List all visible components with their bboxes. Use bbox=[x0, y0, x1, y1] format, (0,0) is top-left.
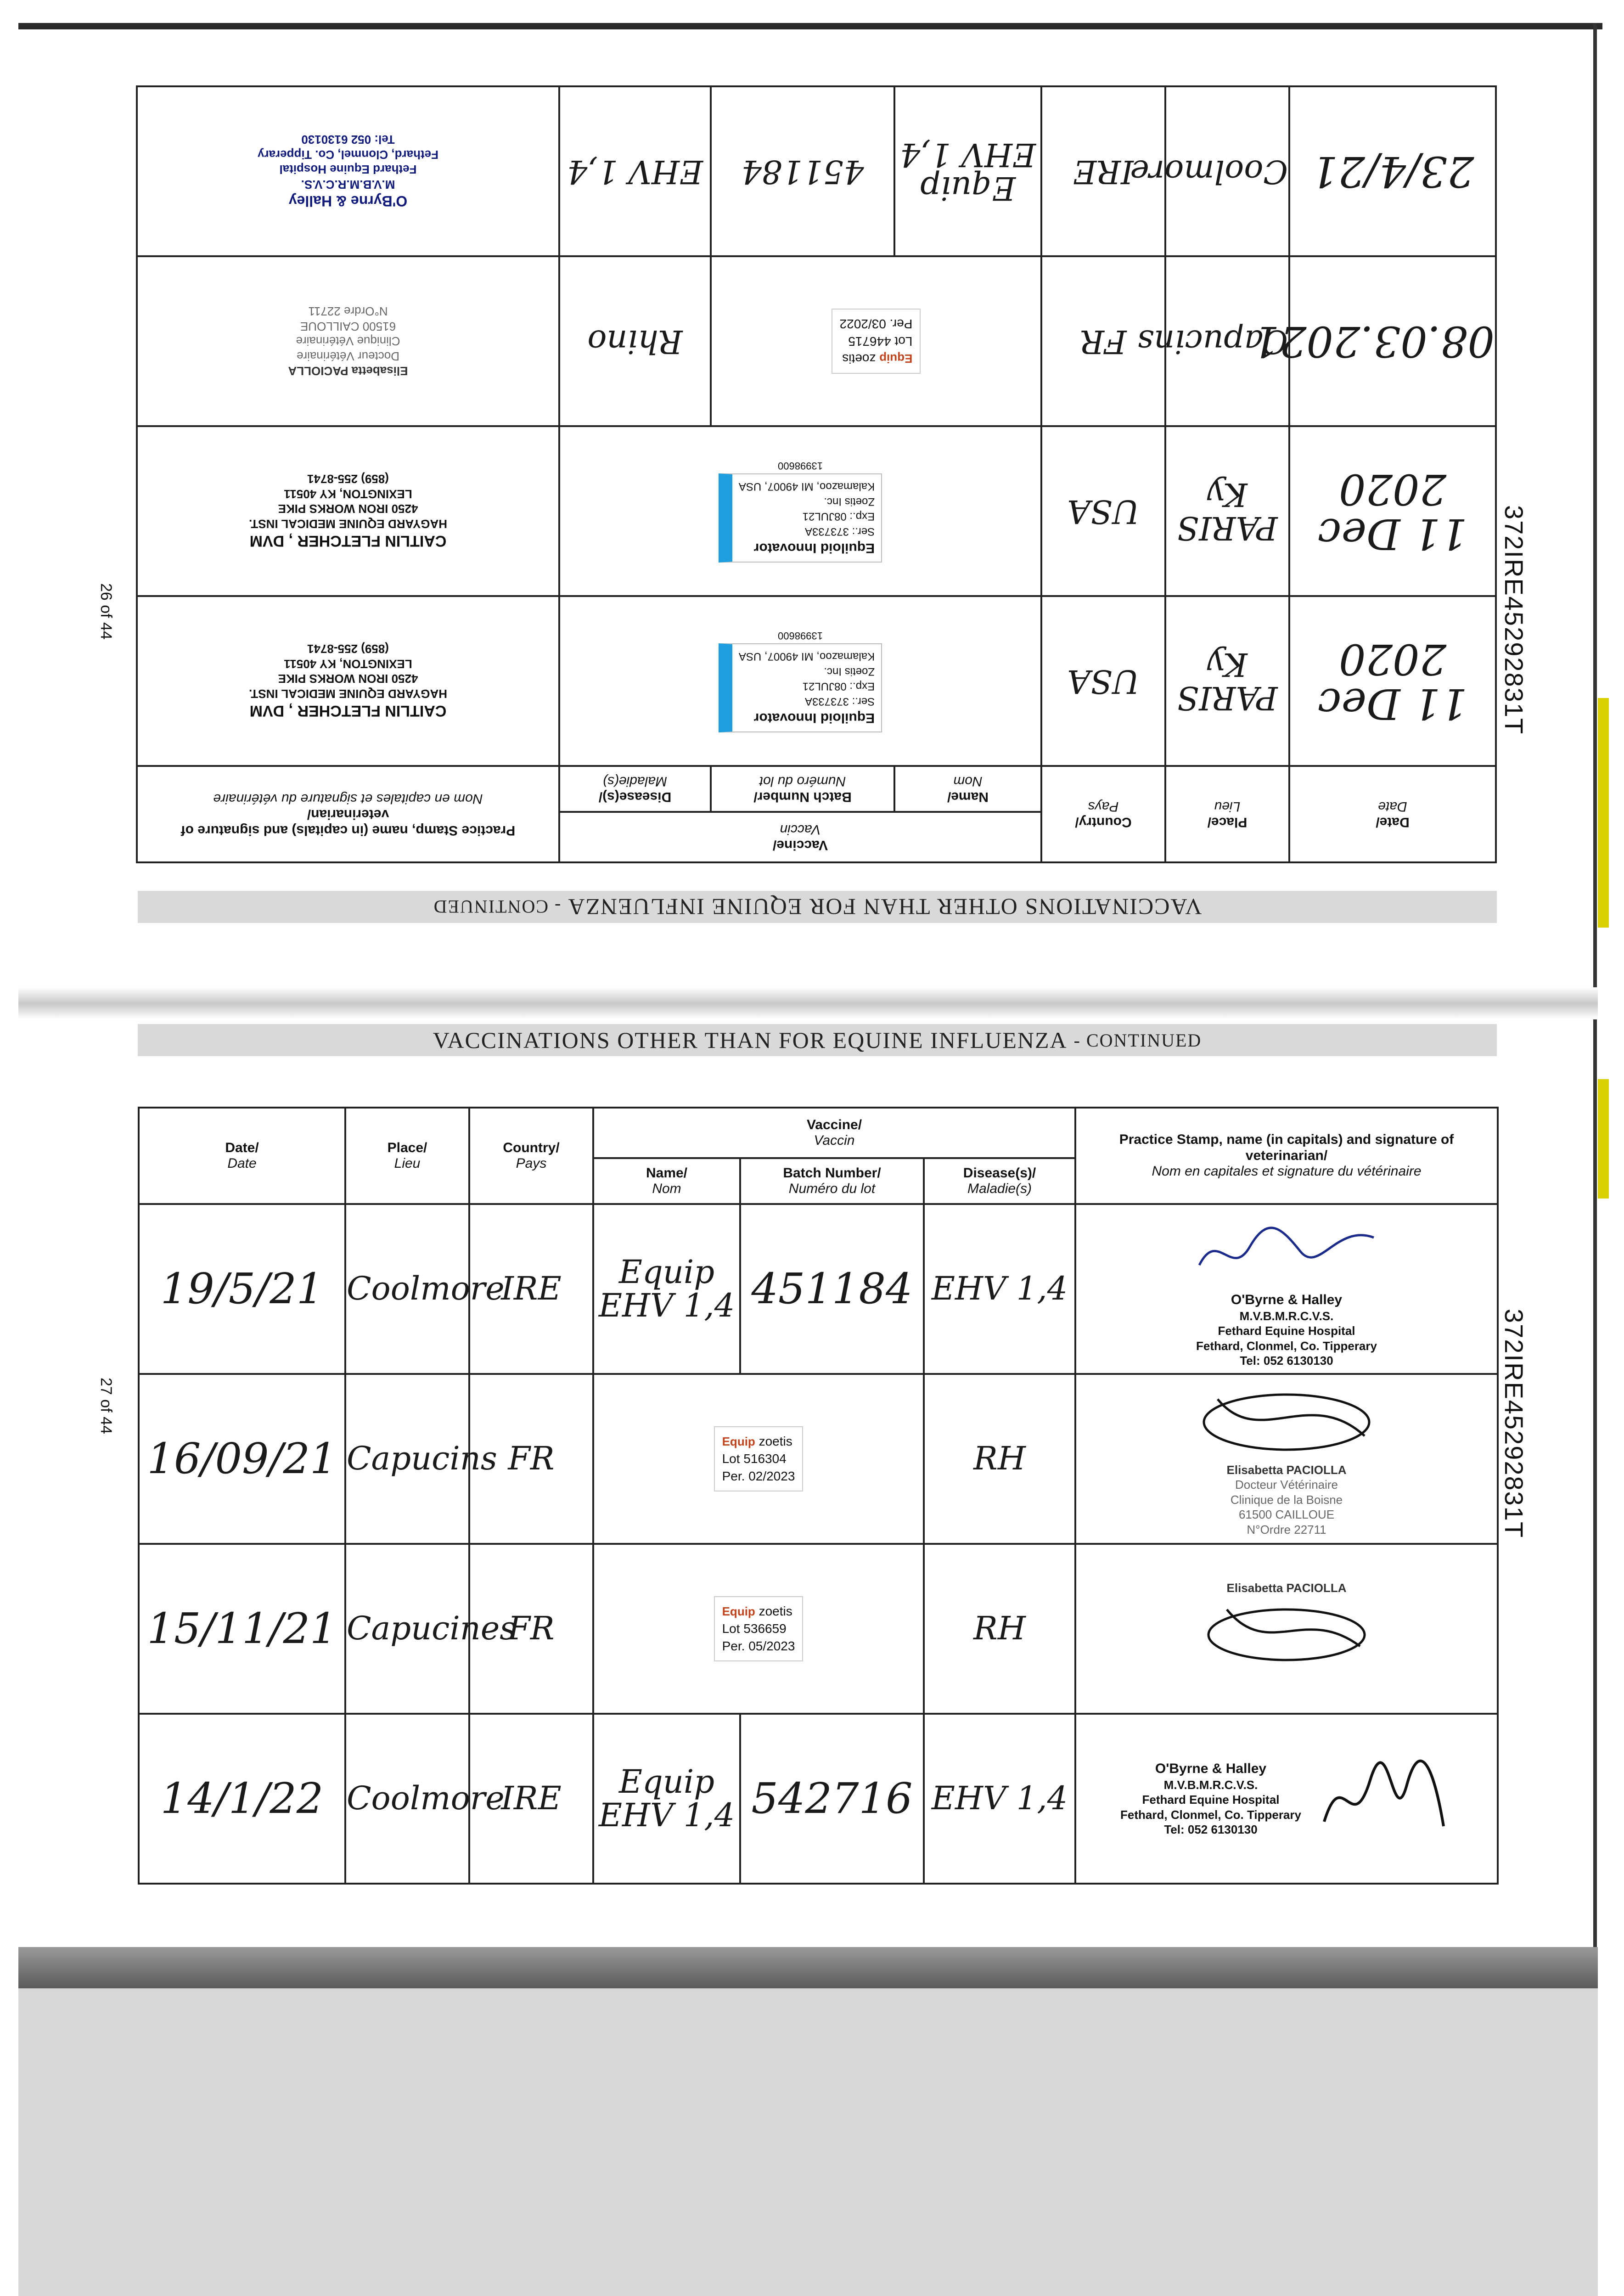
equip-sticker: Equip zoetis Lot 536659 Per. 05/2023 bbox=[714, 1596, 804, 1661]
header-country: Country/ Pays bbox=[469, 1108, 593, 1204]
country-cell: FR bbox=[1041, 256, 1165, 426]
page-number-upper: 26 of 44 bbox=[97, 583, 115, 640]
sticker-code: 13998600 bbox=[778, 630, 823, 642]
scan-top-edge bbox=[18, 23, 1602, 29]
country-cell: IRE bbox=[469, 1714, 593, 1884]
vaccine-sticker-cell bbox=[559, 596, 1041, 766]
table-row bbox=[139, 1714, 1498, 1884]
disease-cell: RH bbox=[924, 1544, 1075, 1714]
passport-id-upper: 372IRE45292831T bbox=[1500, 505, 1528, 735]
vet-stamp: CAITLIN FLETCHER , DVM HAGYARD EQUINE MEDICAL INST. 4250 IRON WORKS PIKE LEXINGTON, KY 40511 (859) 255-8741 bbox=[137, 426, 559, 596]
date-cell: 14/1/22 bbox=[139, 1714, 345, 1884]
upper-title: VACCINATIONS OTHER THAN FOR EQUINE INFLUENZA bbox=[567, 894, 1202, 920]
header-batch: Batch Number/ Numéro du lot bbox=[711, 766, 894, 812]
equiloid-sticker: Equiloid Innovator Ser.: 373733A Exp.: 08JUL21 Zoetis Inc. Kalamazoo, MI 49007, USA bbox=[719, 473, 882, 563]
date-cell: 15/11/21 bbox=[139, 1544, 345, 1714]
table-row bbox=[137, 86, 1496, 256]
signature-icon bbox=[1190, 1381, 1383, 1459]
header-name: Name/ Nom bbox=[894, 766, 1041, 812]
place-cell: PARIS Ky bbox=[1165, 596, 1289, 766]
upper-title-band bbox=[138, 891, 1497, 923]
vaccine-sticker-cell bbox=[593, 1544, 924, 1714]
book-fold bbox=[18, 987, 1598, 1019]
lower-vaccination-table bbox=[138, 1107, 1499, 1885]
sticker-code: 13998600 bbox=[778, 460, 823, 472]
vet-stamp: CAITLIN FLETCHER , DVM HAGYARD EQUINE MEDICAL INST. 4250 IRON WORKS PIKE LEXINGTON, KY 40511 (859) 255-8741 bbox=[137, 596, 559, 766]
header-date: Date/ Date bbox=[1289, 766, 1496, 862]
header-stamp: Practice Stamp, name (in capitals) and signature of veterinarian/ Nom en capitales et signature du vétérinaire bbox=[137, 766, 559, 862]
disease-cell: EHV 1,4 bbox=[559, 86, 711, 256]
signature-icon bbox=[1190, 1210, 1383, 1288]
header-disease: Disease(s)/ Maladie(s) bbox=[559, 766, 711, 812]
date-cell: 11 Dec 2020 bbox=[1289, 596, 1496, 766]
date-cell: 16/09/21 bbox=[139, 1374, 345, 1544]
place-cell: Capucins bbox=[1165, 256, 1289, 426]
place-cell: Coolmore bbox=[1165, 86, 1289, 256]
equip-sticker: Equip zoetis Lot 446715 Per. 03/2022 bbox=[832, 309, 921, 373]
place-cell: PARIS Ky bbox=[1165, 426, 1289, 596]
table-row bbox=[139, 1204, 1498, 1374]
table-row bbox=[137, 426, 1496, 596]
country-cell: FR bbox=[469, 1544, 593, 1714]
header-name: Name/ Nom bbox=[593, 1158, 740, 1204]
header-vaccine: Vaccine/ Vaccin bbox=[559, 812, 1041, 862]
vet-stamp: Elisabetta PACIOLLA bbox=[1075, 1544, 1498, 1714]
vet-stamp: O'Byrne & Halley M.V.B.M.R.C.V.S. Fethard Equine Hospital Fethard, Clonmel, Co. Tipperary Tel: 052 6130130 bbox=[137, 86, 559, 256]
date-cell: 11 Dec 2020 bbox=[1289, 426, 1496, 596]
yellow-tab-lower bbox=[1598, 1079, 1609, 1199]
table-row bbox=[137, 596, 1496, 766]
country-cell: IRE bbox=[469, 1204, 593, 1374]
vaccine-sticker-cell bbox=[711, 256, 1041, 426]
header-disease: Disease(s)/ Maladie(s) bbox=[924, 1158, 1075, 1204]
upper-title-suffix: - CONTINUED bbox=[433, 896, 561, 917]
lower-title-band bbox=[138, 1024, 1497, 1056]
header-place: Place/ Lieu bbox=[1165, 766, 1289, 862]
yellow-tab-upper bbox=[1598, 698, 1609, 928]
disease-cell: Rhino bbox=[559, 256, 711, 426]
batch-cell: 451184 bbox=[740, 1204, 924, 1374]
country-cell: FR bbox=[469, 1374, 593, 1544]
batch-cell: 451184 bbox=[711, 86, 894, 256]
vet-stamp: O'Byrne & Halley M.V.B.M.R.C.V.S. Fethard Equine Hospital Fethard, Clonmel, Co. Tipperary Tel: 052 6130130 bbox=[1075, 1204, 1498, 1374]
vaccine-name-cell: Equip EHV 1,4 bbox=[894, 86, 1041, 256]
table-row bbox=[137, 256, 1496, 426]
place-cell: Capucines bbox=[345, 1544, 469, 1714]
passport-id-lower: 372IRE45292831T bbox=[1500, 1309, 1528, 1539]
date-cell: 19/5/21 bbox=[139, 1204, 345, 1374]
vaccine-sticker-cell bbox=[593, 1374, 924, 1544]
place-cell: Capucins bbox=[345, 1374, 469, 1544]
disease-cell: EHV 1,4 bbox=[924, 1714, 1075, 1884]
lower-title: VACCINATIONS OTHER THAN FOR EQUINE INFLUENZA bbox=[433, 1027, 1068, 1053]
header-country: Country/ Pays bbox=[1041, 766, 1165, 862]
vaccine-name-cell: Equip EHV 1,4 bbox=[593, 1714, 740, 1884]
signature-icon bbox=[1190, 1596, 1383, 1674]
header-stamp: Practice Stamp, name (in capitals) and signature of veterinarian/ Nom en capitales et signature du vétérinaire bbox=[1075, 1108, 1498, 1204]
vet-stamp: Elisabetta PACIOLLA Docteur Vétérinaire Clinique Vétérinaire 61500 CAILLOUE N°Ordre 22711 bbox=[137, 256, 559, 426]
signature-icon bbox=[1315, 1753, 1453, 1845]
table-row bbox=[139, 1544, 1498, 1714]
table-row bbox=[139, 1374, 1498, 1544]
header-place: Place/ Lieu bbox=[345, 1108, 469, 1204]
place-cell: Coolmore bbox=[345, 1204, 469, 1374]
scan-background bbox=[18, 1988, 1598, 2296]
header-vaccine: Vaccine/ Vaccin bbox=[593, 1108, 1075, 1158]
country-cell: USA bbox=[1041, 426, 1165, 596]
header-batch: Batch Number/ Numéro du lot bbox=[740, 1158, 924, 1204]
header-date: Date/ Date bbox=[139, 1108, 345, 1204]
disease-cell: RH bbox=[924, 1374, 1075, 1544]
vaccine-name-cell: Equip EHV 1,4 bbox=[593, 1204, 740, 1374]
lower-page bbox=[138, 1024, 1497, 1056]
country-cell: IRE bbox=[1041, 86, 1165, 256]
date-cell: 08.03.2021 bbox=[1289, 256, 1496, 426]
country-cell: USA bbox=[1041, 596, 1165, 766]
lower-title-suffix: - CONTINUED bbox=[1073, 1030, 1202, 1051]
lower-table-wrap bbox=[138, 1107, 1497, 1885]
book-bottom-edge bbox=[18, 1947, 1598, 1988]
disease-cell: EHV 1,4 bbox=[924, 1204, 1075, 1374]
upper-vaccination-table bbox=[136, 85, 1497, 863]
equip-sticker: Equip zoetis Lot 516304 Per. 02/2023 bbox=[714, 1426, 804, 1491]
date-cell: 23/4/21 bbox=[1289, 86, 1496, 256]
batch-cell: 542716 bbox=[740, 1714, 924, 1884]
vet-stamp: O'Byrne & Halley M.V.B.M.R.C.V.S. Fethard Equine Hospital Fethard, Clonmel, Co. Tipperary Tel: 052 6130130 bbox=[1075, 1714, 1498, 1884]
vaccine-sticker-cell bbox=[559, 426, 1041, 596]
upper-page bbox=[138, 133, 1497, 923]
equiloid-sticker: Equiloid Innovator Ser.: 373733A Exp.: 08JUL21 Zoetis Inc. Kalamazoo, MI 49007, USA bbox=[719, 643, 882, 732]
page-number-lower: 27 of 44 bbox=[97, 1378, 115, 1434]
place-cell: Coolmore bbox=[345, 1714, 469, 1884]
vet-stamp: Elisabetta PACIOLLA Docteur Vétérinaire Clinique de la Boisne 61500 CAILLOUE N°Ordre 22711 bbox=[1075, 1374, 1498, 1544]
